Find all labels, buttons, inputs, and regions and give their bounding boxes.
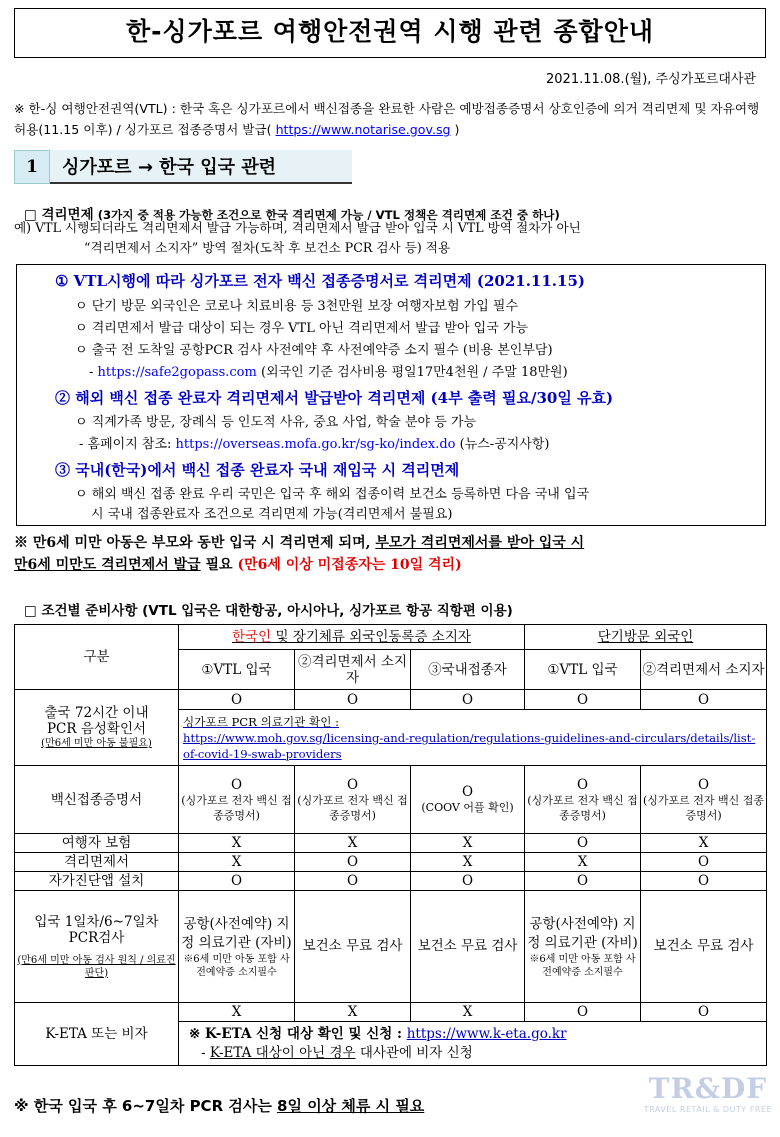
- cell: 보건소 무료 검사: [295, 891, 411, 1003]
- cell: [525, 766, 641, 834]
- label-line: PCR검사: [68, 929, 125, 946]
- issue-date: 2021.11.08.(월), 주싱가포르대사관: [546, 72, 756, 87]
- row-label-exemption: 격리면제서: [15, 853, 179, 872]
- cell: X: [411, 834, 525, 853]
- option-1-link-line: [89, 361, 568, 380]
- cell-value: 공항(사전예약) 지정 의료기관 (자비): [527, 915, 638, 951]
- cell: X: [411, 853, 525, 872]
- row-label-pcr-test: [15, 891, 179, 1003]
- header-korean-rest: 및 장기체류 외국인동록증 소지자: [271, 629, 471, 645]
- cell: X: [295, 834, 411, 853]
- cell: O: [179, 690, 295, 710]
- cell: X: [179, 1003, 295, 1022]
- cell: X: [641, 834, 767, 853]
- mofa-link[interactable]: https://overseas.mofa.go.kr/sg-ko/index.do: [175, 437, 456, 452]
- pcr-providers-link[interactable]: https://www.moh.gov.sg/licensing-and-regulation/regulations-guidelines-and-circulars/details/list-of-covid-19-swab-providers: [183, 730, 756, 761]
- desc-line: “격리면제서 소지자” 방역 절차(도착 후 보건소 PCR 검사 등) 적용: [84, 240, 451, 255]
- label-note: (만6세 미만 아동 불필요): [41, 738, 152, 749]
- option-1-heading: ① VTL시행에 따라 싱가포르 전자 백신 접종증명서로 격리면제 (2021.11.15): [55, 272, 585, 290]
- cell: [295, 766, 411, 834]
- notice-suffix: ): [454, 122, 460, 137]
- cell: O: [525, 834, 641, 853]
- cell: 보건소 무료 검사: [411, 891, 525, 1003]
- under6-e: (만6세 이상 미접종자는 10일 격리): [237, 557, 462, 573]
- cell: [411, 766, 525, 834]
- keta-rest: 대사관에 비자 신청: [355, 1044, 473, 1061]
- subsection-title: □ 격리면제: [24, 207, 94, 223]
- notice-text: ※ 한-싱 여행안전권역(VTL) : 한국 혹은 싱가포르에서 백신접종을 완료한 사람은 예방접종증명서 상호인증에 의거 격리면제 및 자유여행 허용(11.15 이후) / 싱가포르 접종증명서 발급(: [14, 101, 760, 137]
- cell: O: [525, 1003, 641, 1022]
- cell-value: O: [230, 776, 243, 793]
- keta-cond: K-ETA 대상이 아닌 경우: [209, 1044, 356, 1061]
- footer-b: 8일 이상 체류 시 필요: [277, 1097, 425, 1115]
- row-label-vaccine: 백신접종증명서: [15, 766, 179, 834]
- under6-d: 필요: [200, 557, 238, 573]
- pcr-link-label: 싱가포르 PCR 의료기관 확인 :: [183, 714, 340, 729]
- cell-note: (싱가포르 전자 백신 접종증명서): [643, 793, 765, 822]
- col-header: ②격리면제서 소지자: [641, 650, 767, 690]
- pcr-providers-cell: [179, 710, 767, 766]
- under6-a: ※ 만6세 미만 아동은 부모와 동반 입국 시 격리면제 되며,: [14, 535, 376, 551]
- cell-note: ※6세 미만 아동 포함 사전예약증 소지필수: [529, 953, 636, 978]
- keta-label: ※ K-ETA 신청 대상 확인 및 신청 :: [189, 1025, 407, 1042]
- watermark-sub: TRAVEL RETAIL & DUTY FREE: [643, 1105, 772, 1114]
- row-label-keta: K-ETA 또는 비자: [15, 1003, 179, 1066]
- col-header: ①VTL 입국: [179, 650, 295, 690]
- option-1-line: ㅇ 격리면제서 발급 대상이 되는 경우 VTL 아닌 격리면제서 발급 받아 입국 가능: [75, 321, 529, 336]
- watermark-text: TR&DF: [648, 1072, 768, 1105]
- option-2-link-line: [79, 433, 550, 452]
- option-2-heading: ② 해외 백신 접종 완료자 격리면제서 발급받아 격리면제 (4부 출력 필요/30일 유효): [55, 389, 614, 407]
- cell: [525, 891, 641, 1003]
- cell: X: [525, 853, 641, 872]
- header-group-korean: [179, 625, 525, 650]
- option-2-line: ㅇ 직계가족 방문, 장례식 등 인도적 사유, 중요 사업, 학술 분야 등 가능: [75, 415, 477, 430]
- cell-value: 공항(사전예약) 지정 의료기관 (자비): [181, 915, 292, 951]
- cell: O: [411, 690, 525, 710]
- cell: X: [411, 1003, 525, 1022]
- keta-line: [189, 1044, 766, 1063]
- label-line: PCR 음성확인서: [46, 721, 147, 737]
- cell: O: [641, 690, 767, 710]
- keta-info-cell: [179, 1022, 767, 1066]
- cell-note: (싱가포르 전자 백신 접종증명서): [181, 793, 292, 822]
- under6-b: 부모가 격리면제서를 받아 입국 시: [375, 535, 585, 551]
- cell: [641, 766, 767, 834]
- section-1-header: [14, 150, 352, 184]
- under6-notice: [14, 532, 766, 576]
- option-3-heading: ③ 국내(한국)에서 백신 접종 완료자 국내 재입국 시 격리면제: [55, 461, 460, 479]
- cell-note: (싱가포르 전자 백신 접종증명서): [297, 793, 408, 822]
- label-line: 출국 72시간 이내: [44, 705, 149, 721]
- dash: -: [89, 365, 98, 380]
- col-header: ①VTL 입국: [525, 650, 641, 690]
- label-line: 입국 1일차/6~7일차: [34, 913, 159, 930]
- option-1-line: ㅇ 단기 방문 외국인은 코로나 치료비용 등 3천만원 보장 여행자보험 가입 필수: [75, 299, 519, 314]
- cell: [179, 766, 295, 834]
- option-3-line: ㅇ 해외 백신 접종 완료 우리 국민은 입국 후 해외 접종이력 보건소 등록하면 다음 국내 입국: [75, 487, 590, 502]
- dash: -: [201, 1044, 210, 1061]
- section-title: 싱가포르 → 한국 입국 관련: [50, 150, 352, 184]
- cell: X: [179, 834, 295, 853]
- cell: O: [525, 690, 641, 710]
- cell: 보건소 무료 검사: [641, 891, 767, 1003]
- conditions-title: □ 조건별 준비사항 (VTL 입국은 대한항공, 아시아나, 싱가포르 항공 직항편 이용): [24, 603, 513, 619]
- header-gubun: 구분: [15, 625, 179, 690]
- cell: [179, 891, 295, 1003]
- cell: O: [295, 690, 411, 710]
- cell: X: [295, 1003, 411, 1022]
- cell: O: [525, 872, 641, 891]
- notarise-link[interactable]: https://www.notarise.gov.sg: [275, 122, 451, 137]
- subsection-note: (3가지 중 적용 가능한 조건으로 한국 격리면제 가능 / VTL 정책은 격리면제 조건 중 하나): [97, 208, 560, 222]
- watermark-logo: [644, 1072, 772, 1114]
- row-label-pcr: [15, 690, 179, 766]
- link-note: (외국인 기준 검사비용 평일17만4천원 / 주말 18만원): [256, 365, 568, 380]
- cell: O: [411, 872, 525, 891]
- col-header: ②격리면제서 소지자: [295, 650, 411, 690]
- cell: O: [641, 853, 767, 872]
- cell: O: [641, 1003, 767, 1022]
- section-number: 1: [14, 150, 50, 184]
- cell-note: (싱가포르 전자 백신 접종증명서): [527, 793, 638, 822]
- cell: O: [641, 872, 767, 891]
- header-group-foreign: 단기방문 외국인: [525, 625, 767, 650]
- cell-note: (COOV 어플 확인): [421, 801, 514, 814]
- exemption-box: [16, 264, 766, 526]
- cell: O: [295, 853, 411, 872]
- desc-line: 예) VTL 시행되더라도 격리면제서 발급 가능하며, 격리면제서 발급 받아 입국 시 VTL 방역 절차가 아닌: [14, 220, 581, 235]
- cell: X: [179, 853, 295, 872]
- cell: O: [179, 872, 295, 891]
- exemption-desc: [14, 218, 764, 258]
- cell-value: O: [697, 776, 710, 793]
- option-3-line: 시 국내 접종완료자 조건으로 격리면제 가능(격리면제서 불필요): [91, 507, 453, 522]
- footer-a: ※ 한국 입국 후 6~7일차 PCR 검사는: [14, 1097, 278, 1115]
- cell-value: O: [576, 776, 589, 793]
- keta-link[interactable]: https://www.k-eta.go.kr: [406, 1025, 567, 1042]
- col-header: ③국내접종자: [411, 650, 525, 690]
- safe2gopass-link[interactable]: https://safe2gopass.com: [97, 365, 257, 380]
- row-label-insurance: 여행자 보험: [15, 834, 179, 853]
- link-label: - 홈페이지 참조:: [79, 437, 176, 452]
- header-korean-red: 한국인: [232, 629, 272, 645]
- conditions-table: [14, 624, 767, 1066]
- cell: O: [295, 872, 411, 891]
- label-note: (만6세 미만 아동 검사 원칙 / 의료진 판단): [17, 954, 176, 979]
- cell-value: O: [346, 776, 359, 793]
- footer-note: [14, 1095, 424, 1116]
- option-1-line: ㅇ 출국 전 도착일 공항PCR 검사 사전예약 후 사전예약증 소지 필수 (비용 본인부담): [75, 343, 553, 358]
- keta-line: [189, 1025, 766, 1044]
- row-label-app: 자가진단앱 설치: [15, 872, 179, 891]
- vtl-notice: [14, 98, 766, 140]
- under6-c: 만6세 미만도 격리면제서 발급: [14, 557, 201, 573]
- cell-value: O: [461, 784, 474, 800]
- page-title: 한-싱가포르 여행안전권역 시행 관련 종합안내: [14, 8, 766, 58]
- cell-note: ※6세 미만 아동 포함 사전예약증 소지필수: [183, 953, 290, 978]
- link-note: (뉴스-공지사항): [455, 437, 550, 452]
